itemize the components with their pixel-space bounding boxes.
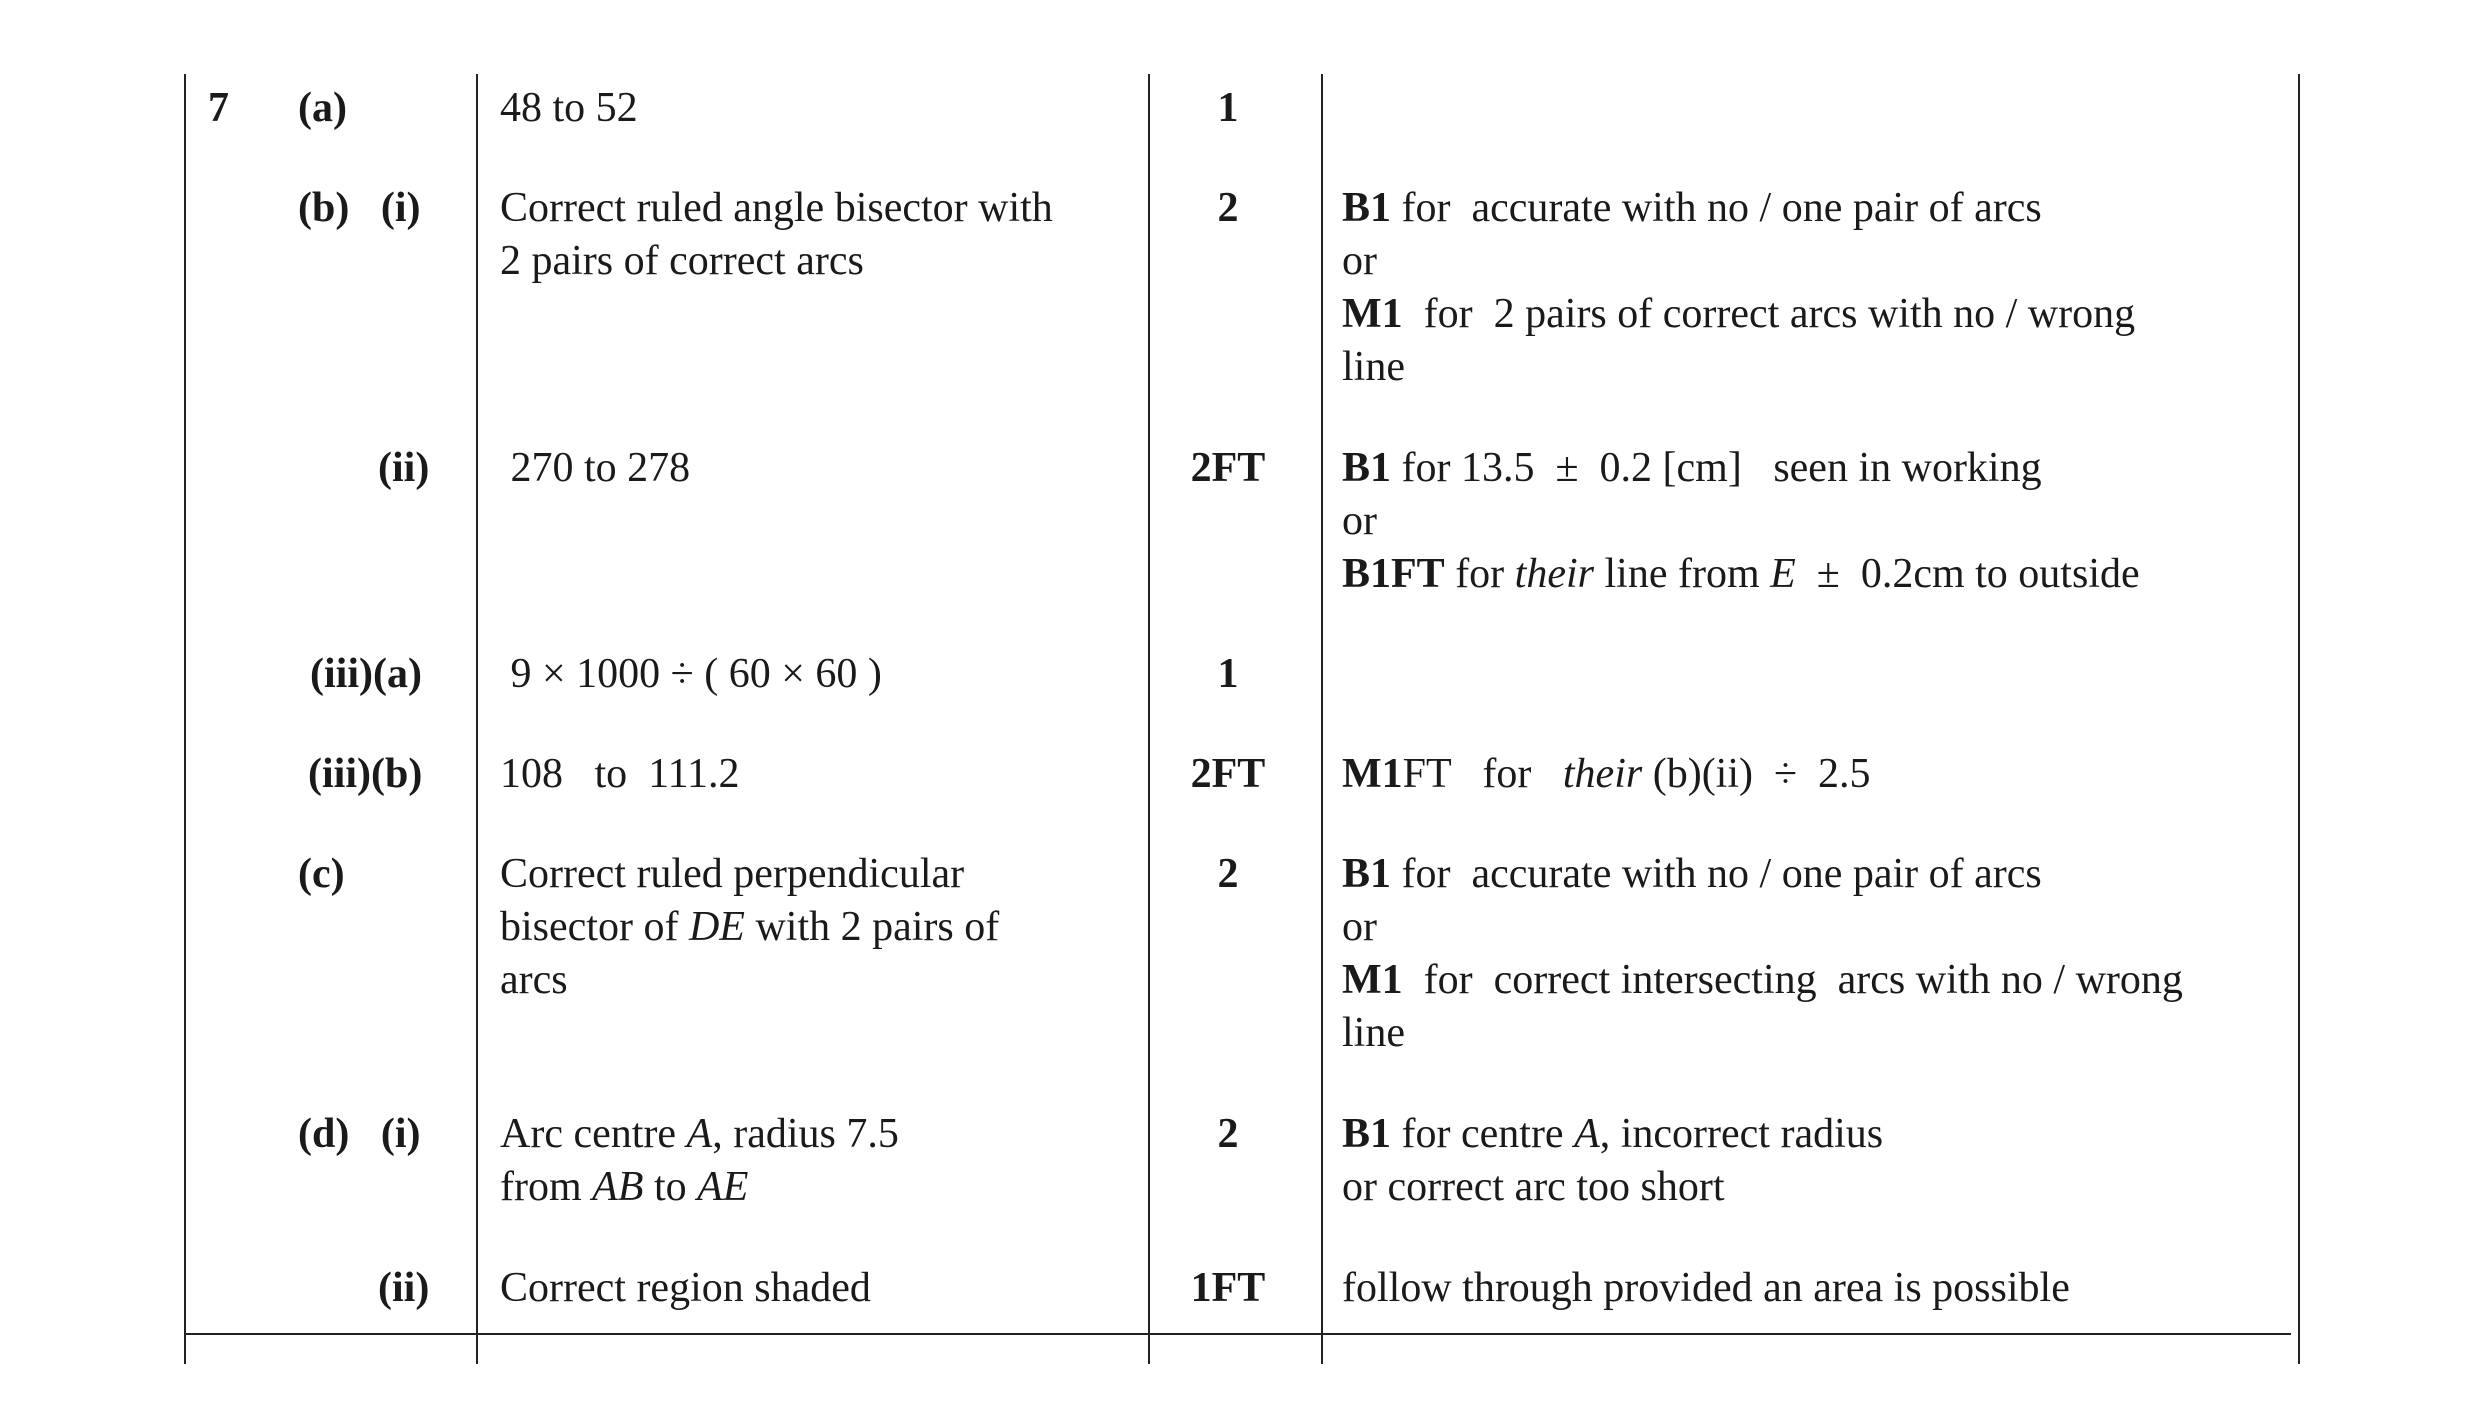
mark-value: 2 [1217,185,1239,231]
mark-code: B1 [1342,445,1392,491]
answer-line: 48 to 52 [500,85,638,131]
guidance-text: or [1342,904,1377,950]
guidance-line [1342,235,1377,288]
mark-value: 2FT [1190,445,1266,491]
answer-line: from AB to AE [500,1164,749,1210]
mark-code: M1 [1342,751,1403,797]
guidance-italic: their [1562,751,1643,797]
answer-line: 108 to 111.2 [500,751,740,797]
guidance-line [1342,182,2042,235]
answer-italic-term: A [686,1111,713,1157]
guidance-text: for [1444,551,1515,597]
table-bottom-rule [184,1333,2291,1335]
guidance-line [1342,288,2135,341]
answer-line: arcs [500,957,568,1003]
part-label: (a) [298,85,347,131]
guidance-text: or [1342,238,1377,284]
part-label: (d) (i) [298,1111,421,1157]
guidance-text: for accurate with no / one pair of arcs [1391,851,2042,897]
guidance-line [1342,748,1871,801]
part-label: (iii)(b) [308,751,423,797]
guidance-text: (b)(ii) ÷ 2.5 [1642,751,1871,797]
guidance-line [1342,954,2183,1007]
column-divider-notes [1321,74,1323,1364]
column-divider-answer [476,74,478,1364]
mark-code: M1 [1342,957,1403,1003]
guidance-italic: their [1514,551,1594,597]
part-label: (ii) [378,445,430,491]
answer-line: Correct ruled angle bisector with [500,185,1053,231]
mark-code: M1 [1342,291,1403,337]
mark-code: B1 [1342,185,1392,231]
guidance-text: for accurate with no / one pair of arcs [1391,185,2042,231]
answer-line: bisector of DE with 2 pairs of [500,904,1000,950]
guidance-line [1342,1161,1725,1214]
mark-value: 1 [1217,85,1239,131]
guidance-line [1342,848,2042,901]
guidance-line [1342,1108,1883,1161]
guidance-line [1342,1262,2070,1315]
answer-line: 2 pairs of correct arcs [500,238,864,284]
guidance-line [1342,495,1377,548]
guidance-line [1342,442,2042,495]
guidance-text: ± 0.2cm to outside [1795,551,2140,597]
table-left-border [184,74,186,1364]
part-label: (c) [298,851,345,897]
answer-line: Correct ruled perpendicular [500,851,965,897]
guidance-text: line [1342,344,1405,390]
part-label: (iii)(a) [310,651,422,697]
column-divider-mark [1148,74,1150,1364]
guidance-line [1342,901,1377,954]
mark-value: 1 [1217,651,1239,697]
guidance-line [1342,548,2140,601]
guidance-text: for correct intersecting arcs with no / wrong [1402,957,2183,1003]
guidance-text: FT for [1402,751,1563,797]
answer-italic-term: DE [688,904,745,950]
mark-code: B1 [1342,851,1392,897]
answer-italic-term: AB [592,1164,644,1210]
mark-value: 1FT [1190,1265,1266,1311]
mark-value: 2 [1217,1111,1239,1157]
answer-line: Correct region shaded [500,1265,871,1311]
guidance-text: , incorrect radius [1599,1111,1884,1157]
part-label: (b) (i) [298,185,421,231]
guidance-italic: E [1770,551,1796,597]
answer-line: Arc centre A, radius 7.5 [500,1111,899,1157]
guidance-text: or [1342,498,1377,544]
answer-italic-term: AE [697,1164,749,1210]
guidance-line [1342,1007,1405,1060]
guidance-italic: A [1574,1111,1600,1157]
guidance-text: for centre [1391,1111,1575,1157]
guidance-text: follow through provided an area is possible [1342,1265,2070,1311]
guidance-text: or correct arc too short [1342,1164,1725,1210]
answer-line: 9 × 1000 ÷ ( 60 × 60 ) [500,651,882,697]
mark-value: 2FT [1190,751,1266,797]
table-right-border [2298,74,2300,1364]
guidance-line [1342,341,1405,394]
guidance-text: line from [1594,551,1771,597]
mark-code: B1FT [1342,551,1445,597]
guidance-text: line [1342,1010,1405,1056]
mark-value: 2 [1217,851,1239,897]
answer-line: 270 to 278 [500,445,691,491]
guidance-text: for 2 pairs of correct arcs with no / wrong [1402,291,2136,337]
guidance-text: for 13.5 ± 0.2 [cm] seen in working [1391,445,2042,491]
part-label: (ii) [378,1265,430,1311]
question-number: 7 [208,85,229,131]
mark-code: B1 [1342,1111,1392,1157]
